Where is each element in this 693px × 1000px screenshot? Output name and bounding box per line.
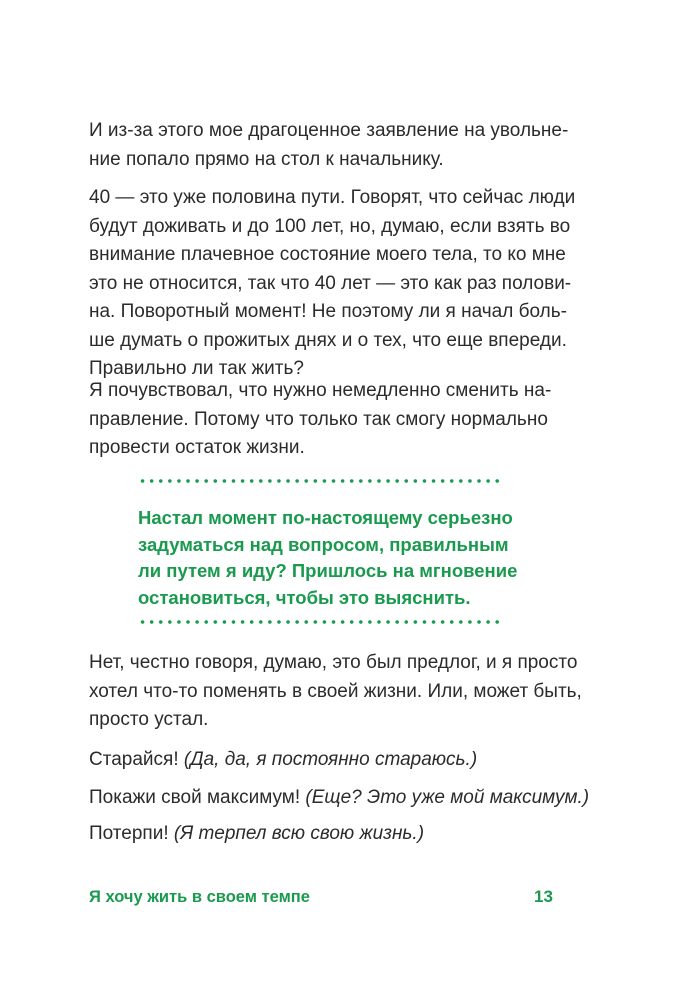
text-line: Правильно ли так жить? [89,358,304,379]
quote-line: ли путем я иду? Пришлось на мгновение [138,560,518,582]
quote-line: задуматься над вопросом, правильным [138,533,509,555]
text-line: будут доживать и до 100 лет, но, думаю, если взять во [89,215,571,237]
text-line: хотел что-то поменять в своей жизни. Или, может быть, [89,680,582,702]
text-line: Я почувствовал, что нужно немедленно сменить на- [89,380,552,401]
text-line: Нет, честно говоря, думаю, это был предлог, и я просто [89,652,578,673]
dialogue-aside: (Еще? Это уже мой максимум.) [305,787,590,808]
dialogue-line [89,784,590,813]
paragraph [89,377,569,463]
dialogue-phrase: Покажи свой максимум! [89,787,306,808]
dialogue-line [89,820,569,849]
text-line: внимание плачевное состояние моего тела, то ко мне [89,244,566,265]
paragraph [89,117,569,174]
text-line: провести остаток жизни. [89,437,305,458]
quote-line: остановиться, чтобы это выяснить. [138,587,471,609]
dialogue-aside: (Я терпел всю свою жизнь.) [173,823,425,844]
text-line: на. Поворотный момент! Не поэтому ли я начал боль- [89,301,567,322]
text-line: ние попало прямо на стол к начальнику. [89,148,444,170]
pull-quote [138,505,518,612]
dialogue-phrase: Потерпи! [89,823,174,844]
text-line: правление. Потому что только так смогу нормально [89,408,548,430]
quote-line: Настал момент по-настоящему серьезно [138,507,513,528]
dotted-divider-top [138,479,502,483]
text-line: просто устал. [89,709,209,730]
running-footer-title: Я хочу жить в своем темпе [89,888,310,906]
text-line: ше думать о прожитых днях и о тех, что еще впереди. [89,329,567,351]
dialogue-line [89,746,569,775]
paragraph [89,649,582,735]
text-line: это не относится, так что 40 лет — это как раз полови- [89,272,572,294]
dialogue-aside: (Да, да, я постоянно стараюсь.) [183,749,478,770]
paragraph [89,184,576,384]
text-line: 40 — это уже половина пути. Говорят, что сейчас люди [89,187,576,208]
text-line: И из-за этого мое драгоценное заявление на увольне- [89,120,569,141]
page-number: 13 [534,887,553,906]
dialogue-phrase: Старайся! [89,749,184,770]
dotted-divider-bottom [138,620,502,624]
